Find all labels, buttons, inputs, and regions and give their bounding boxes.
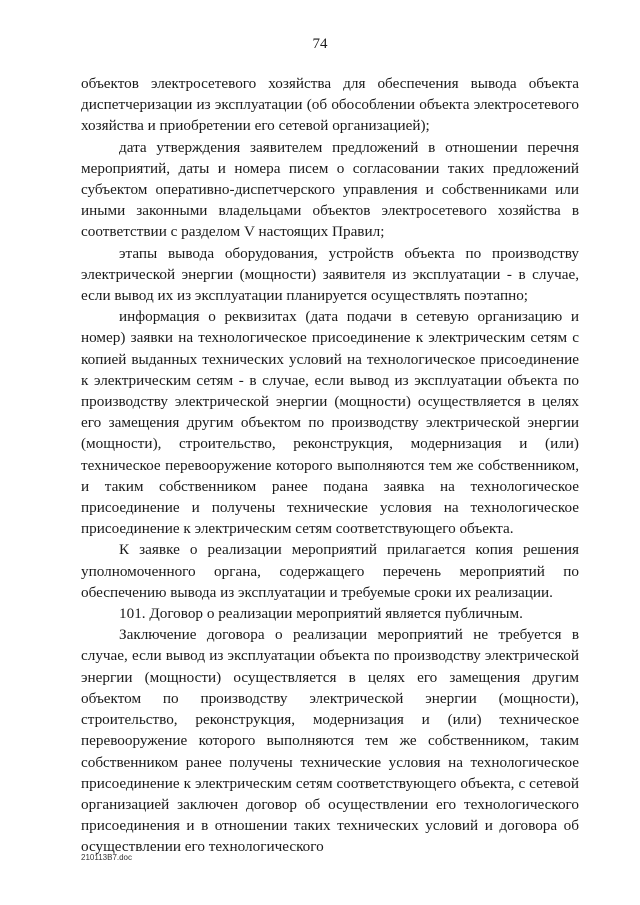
paragraph-exemption: Заключение договора о реализации мероприятий не требуется в случае, если вывод из эксплуатации объекта по производству электрической энергии (мощности) осуществляется в целях его замещения другим объектом по производству электрической энергии (мощности), строительство, реконструкция, модернизация и (или) техническое перевооружение которого выполняются тем же собственником, таким собственником ранее получены технические условия на технологическое присоединение к электрическим сетям соответствующего объекта, с сетевой организацией заключен договор об осуществлении его технологического присоединения и в отношении таких технических условий и договора об осуществлении его технологического (81, 626, 579, 856)
paragraph-101: 101. Договор о реализации мероприятий является публичным. (119, 605, 523, 623)
footer-document-code: 210113B7.doc (81, 853, 133, 862)
page-number: 74 (312, 36, 328, 52)
paragraph-continuation: объектов электросетевого хозяйства для обеспечения вывода объекта диспетчеризации из эксплуатации (об обособлении объекта электросетевого хозяйства и приобретении его сетевой организацией); (81, 75, 579, 135)
paragraph-approval-date: дата утверждения заявителем предложений в отношении перечня мероприятий, даты и номера писем о согласовании таких предложений субъектом оперативно-диспетчерского управления и собственниками или иными законными владельцами объектов электросетевого хозяйства в соответствии с разделом V настоящих Правил; (81, 138, 579, 241)
document-body (81, 73, 579, 858)
paragraph-request-details: информация о реквизитах (дата подачи в сетевую организацию и номер) заявки на технологическое присоединение к электрическим сетям с копией выданных технических условий на технологическое присоединение к электрическим сетям - в случае, если вывод из эксплуатации объекта по производству электрической энергии (мощности) осуществляется в целях его замещения другим объектом по производству электрической энергии (мощности), строительство, реконструкция, модернизация и (или) техническое перевооружение которого выполняются тем же собственником, и таким собственником ранее подана заявка на технологическое присоединение и получены технические условия на технологическое присоединение к электрическим сетям соответствующего объекта. (81, 308, 579, 538)
paragraph-attachment: К заявке о реализации мероприятий прилагается копия решения уполномоченного органа, содержащего перечень мероприятий по обеспечению вывода из эксплуатации и требуемые сроки их реализации. (81, 541, 579, 601)
paragraph-stages: этапы вывода оборудования, устройств объекта по производству электрической энергии (мощности) заявителя из эксплуатации - в случае, если вывод их из эксплуатации планируется осуществлять поэтапно; (81, 244, 579, 305)
